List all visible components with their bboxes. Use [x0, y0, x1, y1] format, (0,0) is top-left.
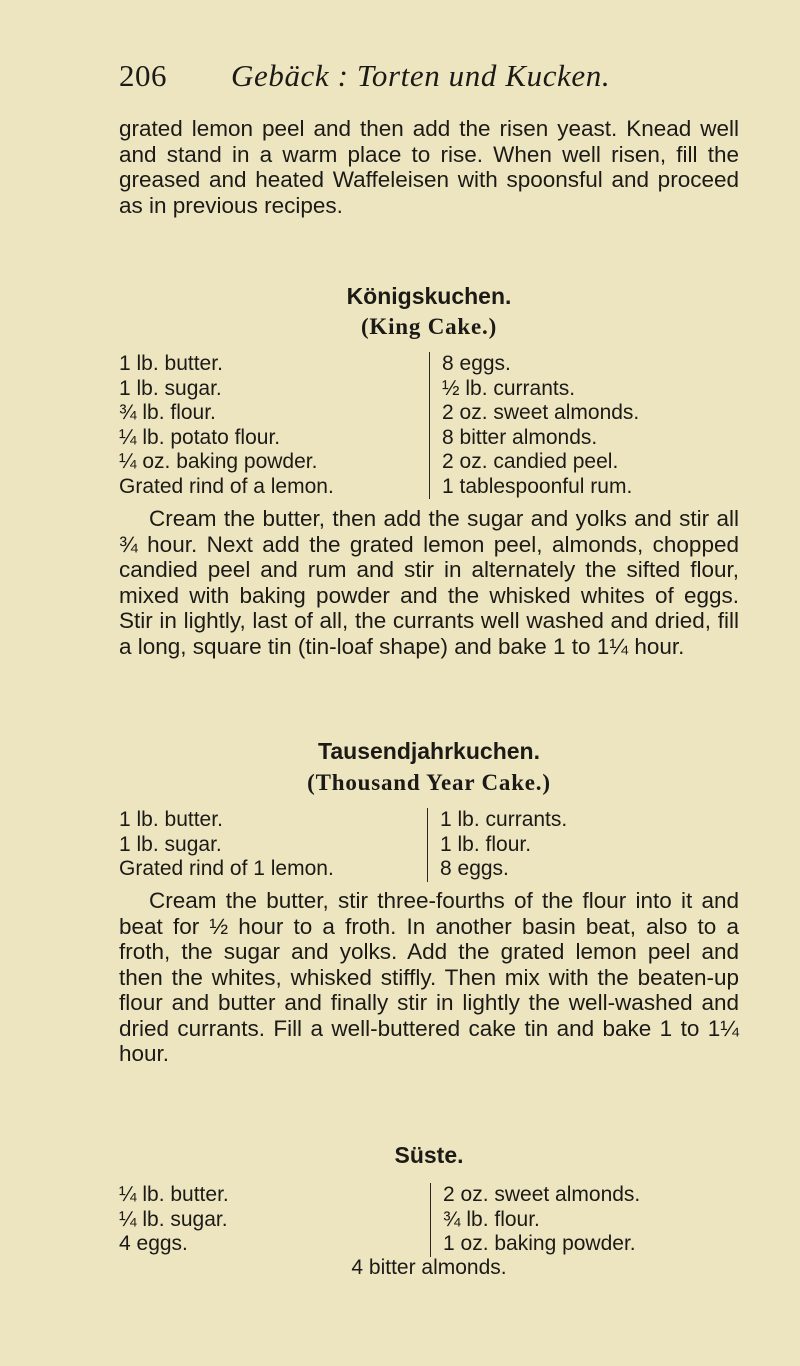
ingredient-item: 1 oz. baking powder. [443, 1232, 636, 1255]
ingredient-item: 2 oz. sweet almonds. [443, 1183, 641, 1206]
ingredient-item: 1 lb. sugar. [119, 832, 222, 856]
method-koenigskuchen: Cream the butter, then add the sugar and yolks and stir all ¾ hour. Next add the grated lemon peel, almonds, chopped candied peel and rum and stir in alternately the sifted flour, mixed with baking powder and the whisked whites of eggs. Stir in lightly, last of all, the currants well washed and dried, fill a long, square tin (tin-loaf shape) and bake 1 to 1¼ hour. [119, 506, 739, 659]
ingredient-item: ¼ oz. baking powder. [119, 450, 318, 473]
running-head: Gebäck : Torten und Kucken. [231, 58, 611, 93]
ingredient-item: 8 eggs. [442, 352, 511, 375]
ingredient-item: ¼ lb. potato flour. [119, 425, 281, 449]
ingredients-left-koenigskuchen [119, 352, 334, 499]
ingredient-item: ¼ lb. sugar. [119, 1207, 228, 1231]
ingredient-item: 2 oz. sweet almonds. [442, 401, 640, 424]
ingredient-item: ¾ lb. flour. [443, 1207, 540, 1231]
ingredient-item: 8 eggs. [440, 857, 509, 880]
recipe-title-sueste: Süste. [394, 1142, 464, 1168]
ingredient-item: 1 lb. flour. [440, 832, 532, 856]
recipe-title-koenigskuchen: Königskuchen. [346, 283, 512, 309]
recipe-subtitle-king-cake: (King Cake.) [360, 314, 498, 339]
ingredient-item: 1 lb. currants. [440, 808, 568, 831]
ingredient-item: Grated rind of a lemon. [119, 474, 334, 498]
page-number: 206 [119, 58, 167, 93]
ingredient-item: 4 eggs. [119, 1232, 188, 1255]
ingredient-item: 1 tablespoonful rum. [442, 474, 633, 498]
ingredient-item: ¼ lb. butter. [119, 1183, 229, 1206]
ingredients-right-sueste [430, 1183, 640, 1257]
ingredient-centered-sueste: 4 bitter almonds. [351, 1256, 507, 1279]
ingredients-left-sueste [119, 1183, 229, 1257]
method-tausendjahrkuchen: Cream the butter, stir three-fourths of the flour into it and beat for ½ hour to a froth. In another basin beat, also to a froth, the sugar and yolks. Add the grated lemon peel and then the whites, whisked stiffly. Then mix with the beaten-up flour and butter and finally stir in lightly the well-washed and dried currants. Fill a well-buttered cake tin and bake 1 to 1¼ hour. [119, 888, 739, 1066]
ingredient-item: ½ lb. currants. [442, 376, 576, 400]
ingredients-right-koenigskuchen [429, 352, 639, 499]
ingredient-item: 2 oz. candied peel. [442, 450, 619, 473]
ingredient-item: 1 lb. butter. [119, 808, 223, 831]
ingredient-item: Grated rind of 1 lemon. [119, 857, 334, 880]
page-header [119, 58, 739, 98]
ingredient-item: ¾ lb. flour. [119, 401, 216, 424]
recipe-subtitle-thousand-year-cake: (Thousand Year Cake.) [307, 770, 551, 795]
ingredients-left-tausendjahrkuchen [119, 808, 334, 882]
ingredient-item: 1 lb. butter. [119, 352, 223, 375]
intro-paragraph: grated lemon peel and then add the risen yeast. Knead well and stand in a warm place to rise. When well risen, fill the greased and heated Waffeleisen with spoonsful and proceed as in previous recipes. [119, 116, 739, 218]
recipe-title-tausendjahrkuchen: Tausendjahrkuchen. [318, 738, 540, 764]
ingredient-item: 1 lb. sugar. [119, 376, 222, 400]
ingredient-item: 8 bitter almonds. [442, 425, 598, 449]
ingredients-right-tausendjahrkuchen [427, 808, 567, 882]
